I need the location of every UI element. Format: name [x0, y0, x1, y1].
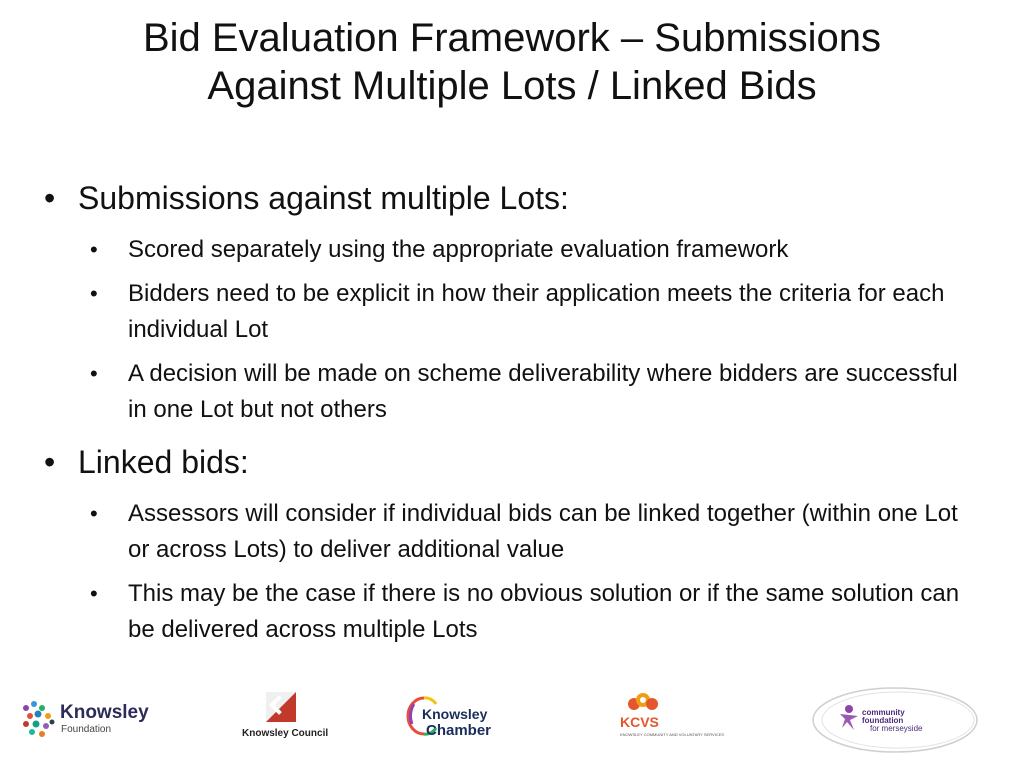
bullet-text: A decision will be made on scheme deliverability where bidders are successful in one Lot but not others	[128, 360, 958, 423]
section-heading	[0, 442, 1024, 482]
knowsley-chamber-line-1: Knowsley	[422, 706, 488, 722]
bullet-icon: •	[44, 444, 56, 480]
bullet-icon: •	[90, 581, 98, 606]
bullet-icon: •	[90, 501, 98, 526]
knowsley-chamber-line-2: Chamber	[426, 722, 492, 739]
knowsley-foundation-name: Knowsley	[60, 702, 149, 723]
person-icon	[838, 704, 860, 730]
section-heading	[0, 178, 1024, 218]
knowsley-council-name: Knowsley Council	[242, 728, 329, 739]
bullet-item	[0, 356, 1024, 428]
partner-logos	[0, 678, 1024, 768]
bullet-item	[0, 232, 1024, 268]
bullet-icon: •	[90, 237, 98, 262]
bullet-text: This may be the case if there is no obvious solution or if the same solution can be delivered across multiple Lots	[128, 580, 960, 643]
kcvs-sub: KNOWSLEY COMMUNITY AND VOLUNTARY SERVICES	[620, 732, 725, 737]
bullet-icon: •	[90, 281, 98, 306]
section-heading-text: Linked bids:	[78, 444, 249, 480]
bullet-icon: •	[90, 361, 98, 386]
slide-title	[40, 14, 984, 110]
community-foundation-line-3: for merseyside	[870, 724, 923, 733]
knowsley-council-logo	[240, 688, 330, 748]
kcvs-logo	[616, 692, 725, 742]
flower-icon	[626, 692, 660, 714]
bullet-icon: •	[44, 180, 56, 216]
section-heading-text: Submissions against multiple Lots:	[78, 180, 569, 216]
bullet-text: Scored separately using the appropriate evaluation framework	[128, 236, 789, 263]
kcvs-name: KCVS	[620, 714, 659, 730]
slide-title-line-1: Bid Evaluation Framework – Submissions	[142, 16, 882, 60]
dots-icon	[20, 700, 58, 740]
bullet-item	[0, 496, 1024, 568]
knowsley-foundation-sub: Foundation	[61, 724, 112, 735]
knowsley-chamber-logo	[404, 690, 494, 750]
community-foundation-line-1: community	[862, 708, 905, 717]
bullet-item	[0, 276, 1024, 348]
bullet-text: Bidders need to be explicit in how their application meets the criteria for each individual Lot	[128, 280, 945, 343]
bullet-text: Assessors will consider if individual bids can be linked together (within one Lot or across Lots) to deliver additional value	[128, 500, 958, 563]
knowsley-foundation-logo	[20, 700, 150, 744]
community-foundation-line-2: foundation	[862, 716, 904, 725]
slide-content	[0, 178, 1024, 656]
community-foundation-logo	[810, 684, 980, 756]
bullet-item	[0, 576, 1024, 648]
slide-title-line-2: Against Multiple Lots / Linked Bids	[207, 64, 817, 108]
